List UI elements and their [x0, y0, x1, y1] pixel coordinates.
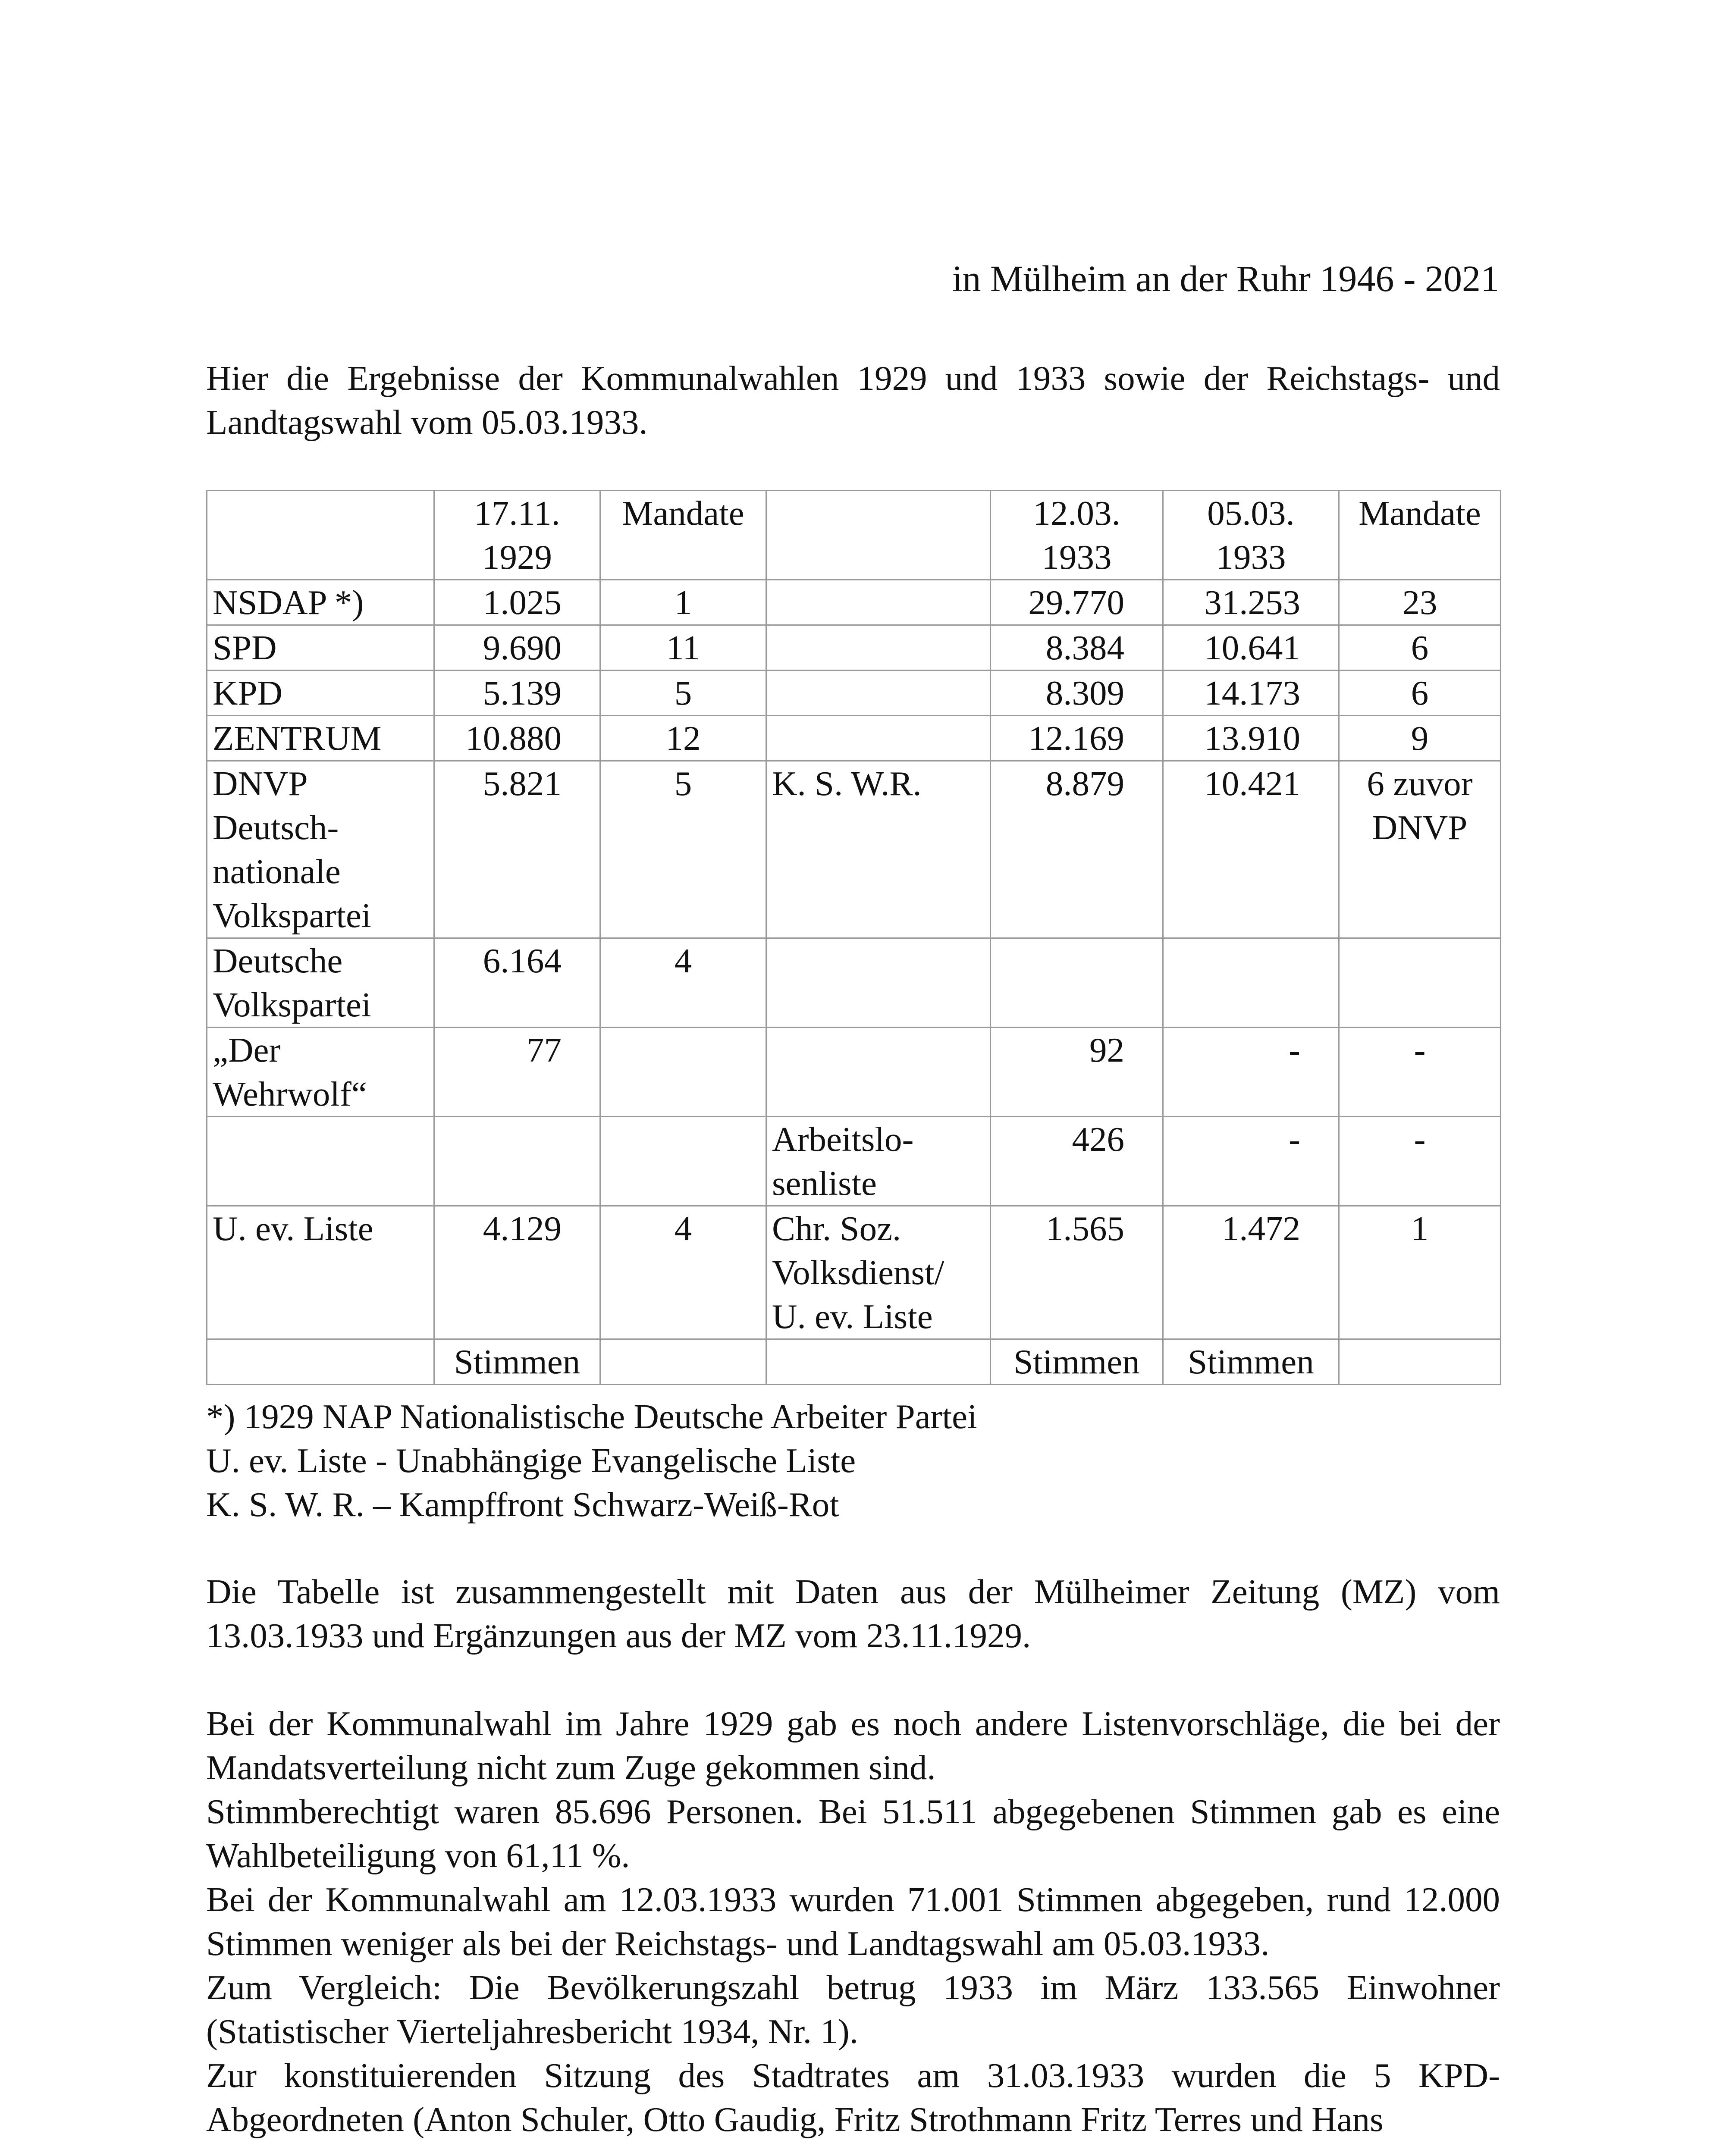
discussion-section — [206, 1702, 1500, 2141]
votes-12-03-1933-cell: 1.565 — [991, 1206, 1163, 1339]
mandates-1933-cell — [1339, 938, 1501, 1028]
intro-paragraph — [206, 356, 1500, 444]
party-cell: NSDAP *) — [207, 580, 434, 625]
votes-1929-cell: 5.139 — [434, 671, 600, 716]
votes-05-03-1933-cell: 10.421 — [1163, 761, 1339, 938]
footnote-nap: *) 1929 NAP Nationalistische Deutsche Arbeiter Partei — [206, 1397, 977, 1436]
party-cell: Deutsche Volkspartei — [207, 938, 434, 1028]
table-body — [207, 491, 1501, 1385]
election-results-table — [206, 490, 1501, 1385]
party-cell: SPD — [207, 625, 434, 671]
mandates-1929-cell: 4 — [600, 938, 766, 1028]
mandates-1933-cell: 23 — [1339, 580, 1501, 625]
votes-05-03-1933-cell: 14.173 — [1163, 671, 1339, 716]
mandates-1929-cell — [600, 1028, 766, 1117]
discussion-paragraph: Bei der Kommunalwahl am 12.03.1933 wurden 71.001 Stimmen abgegeben, rund 12.000 Stimmen weniger als bei der Reichstags- und Landtagswahl am 05.03.1933. — [206, 1880, 1500, 1963]
mandates-1933-cell: 6 — [1339, 671, 1501, 716]
mandates-1933-cell: - — [1339, 1117, 1501, 1206]
mandates-1929-cell: 11 — [600, 625, 766, 671]
votes-1929-cell: 6.164 — [434, 938, 600, 1028]
table-header-row — [207, 491, 1501, 580]
table-row — [207, 1117, 1501, 1206]
party-1933-cell — [766, 1339, 991, 1385]
table-row — [207, 761, 1501, 938]
votes-12-03-1933-cell: 8.384 — [991, 625, 1163, 671]
party-1933-cell — [766, 491, 991, 580]
table-row — [207, 625, 1501, 671]
votes-12-03-1933-cell: Stimmen — [991, 1339, 1163, 1385]
votes-12-03-1933-cell: 92 — [991, 1028, 1163, 1117]
votes-05-03-1933-cell: 31.253 — [1163, 580, 1339, 625]
party-cell: U. ev. Liste — [207, 1206, 434, 1339]
party-1933-cell — [766, 580, 991, 625]
votes-05-03-1933-cell: 1.472 — [1163, 1206, 1339, 1339]
votes-1929-cell: 4.129 — [434, 1206, 600, 1339]
mandates-1929-cell: 12 — [600, 716, 766, 761]
votes-12-03-1933-cell: 8.309 — [991, 671, 1163, 716]
votes-1929-cell: 17.11. 1929 — [434, 491, 600, 580]
footnotes — [206, 1395, 1500, 1526]
table-row — [207, 716, 1501, 761]
source-paragraph — [206, 1570, 1500, 1658]
votes-05-03-1933-cell: 13.910 — [1163, 716, 1339, 761]
party-1933-cell — [766, 1028, 991, 1117]
table-row — [207, 938, 1501, 1028]
votes-1929-cell: 77 — [434, 1028, 600, 1117]
mandates-1929-cell — [600, 1117, 766, 1206]
party-1933-cell — [766, 716, 991, 761]
votes-1929-cell: Stimmen — [434, 1339, 600, 1385]
mandates-1933-cell: 1 — [1339, 1206, 1501, 1339]
party-cell: KPD — [207, 671, 434, 716]
mandates-1929-cell: 5 — [600, 761, 766, 938]
votes-1929-cell: 1.025 — [434, 580, 600, 625]
discussion-paragraph: Zur konstituierenden Sitzung des Stadtrates am 31.03.1933 wurden die 5 KPD-Abgeordneten (Anton Schuler, Otto Gaudig, Fritz Strothmann Fritz Terres und Hans — [206, 2056, 1500, 2139]
table-row — [207, 671, 1501, 716]
mandates-1933-cell: 9 — [1339, 716, 1501, 761]
table-row — [207, 1206, 1501, 1339]
mandates-1933-cell: 6 — [1339, 625, 1501, 671]
votes-1929-cell — [434, 1117, 600, 1206]
mandates-1933-cell — [1339, 1339, 1501, 1385]
table-row — [207, 1028, 1501, 1117]
votes-05-03-1933-cell: 10.641 — [1163, 625, 1339, 671]
votes-05-03-1933-cell: Stimmen — [1163, 1339, 1339, 1385]
votes-1929-cell: 5.821 — [434, 761, 600, 938]
mandates-1929-cell: 1 — [600, 580, 766, 625]
party-1933-cell — [766, 625, 991, 671]
party-cell — [207, 1117, 434, 1206]
footnote-u-ev-liste: U. ev. Liste - Unabhängige Evangelische Liste — [206, 1441, 856, 1480]
table-row — [207, 580, 1501, 625]
party-cell: „Der Wehrwolf“ — [207, 1028, 434, 1117]
mandates-1929-cell: Mandate — [600, 491, 766, 580]
votes-1929-cell: 9.690 — [434, 625, 600, 671]
mandates-1933-cell: 6 zuvor DNVP — [1339, 761, 1501, 938]
votes-1929-cell: 10.880 — [434, 716, 600, 761]
votes-12-03-1933-cell: 426 — [991, 1117, 1163, 1206]
party-1933-cell — [766, 671, 991, 716]
votes-05-03-1933-cell: - — [1163, 1117, 1339, 1206]
votes-05-03-1933-cell — [1163, 938, 1339, 1028]
mandates-1929-cell — [600, 1339, 766, 1385]
source-text: Die Tabelle ist zusammengestellt mit Daten aus der Mülheimer Zeitung (MZ) vom 13.03.1933 und Ergänzungen aus der MZ vom 23.11.1929. — [206, 1572, 1500, 1655]
votes-05-03-1933-cell: - — [1163, 1028, 1339, 1117]
party-1933-cell — [766, 938, 991, 1028]
party-cell: DNVP Deutsch- nationale Volkspartei — [207, 761, 434, 938]
table-footer-row — [207, 1339, 1501, 1385]
party-cell — [207, 491, 434, 580]
votes-12-03-1933-cell: 12.169 — [991, 716, 1163, 761]
running-header: in Mülheim an der Ruhr 1946 - 2021 — [952, 258, 1499, 299]
discussion-paragraph: Stimmberechtigt waren 85.696 Personen. Bei 51.511 abgegebenen Stimmen gab es eine Wahlbeteiligung von 61,11 %. — [206, 1792, 1500, 1875]
mandates-1933-cell: - — [1339, 1028, 1501, 1117]
mandates-1933-cell: Mandate — [1339, 491, 1501, 580]
votes-12-03-1933-cell: 12.03. 1933 — [991, 491, 1163, 580]
votes-05-03-1933-cell: 05.03. 1933 — [1163, 491, 1339, 580]
discussion-paragraph: Zum Vergleich: Die Bevölkerungszahl betrug 1933 im März 133.565 Einwohner (Statistischer Vierteljahresbericht 1934, Nr. 1). — [206, 1968, 1500, 2051]
mandates-1929-cell: 4 — [600, 1206, 766, 1339]
party-1933-cell: Chr. Soz. Volksdienst/ U. ev. Liste — [766, 1206, 991, 1339]
mandates-1929-cell: 5 — [600, 671, 766, 716]
party-cell: ZENTRUM — [207, 716, 434, 761]
discussion-paragraph: Bei der Kommunalwahl im Jahre 1929 gab es noch andere Listenvorschläge, die bei der Mandatsverteilung nicht zum Zuge gekommen sind. — [206, 1704, 1500, 1787]
votes-12-03-1933-cell — [991, 938, 1163, 1028]
party-1933-cell: K. S. W.R. — [766, 761, 991, 938]
party-cell — [207, 1339, 434, 1385]
footnote-kswr: K. S. W. R. – Kampffront Schwarz-Weiß-Rot — [206, 1485, 839, 1524]
intro-text: Hier die Ergebnisse der Kommunalwahlen 1929 und 1933 sowie der Reichstags- und Landtagswahl vom 05.03.1933. — [206, 359, 1500, 442]
votes-12-03-1933-cell: 8.879 — [991, 761, 1163, 938]
party-1933-cell: Arbeitslo- senliste — [766, 1117, 991, 1206]
votes-12-03-1933-cell: 29.770 — [991, 580, 1163, 625]
